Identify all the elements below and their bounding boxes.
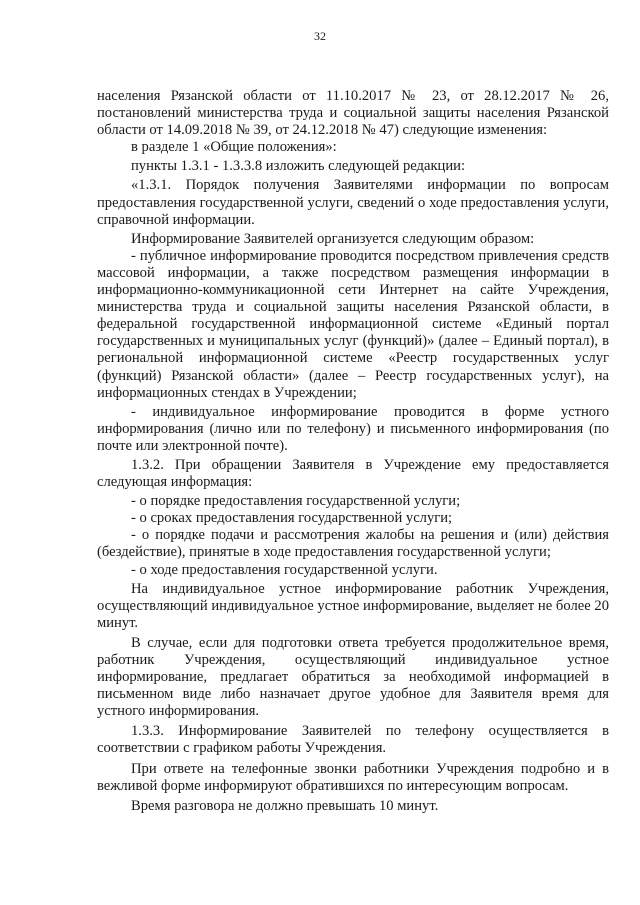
paragraph: При ответе на телефонные звонки работники Учреждения подробно и в вежливой форме информируют обратившихся по интересующим вопросам.	[97, 760, 609, 794]
document-body	[97, 88, 609, 815]
list-item: - о порядке предоставления государственной услуги;	[131, 493, 461, 510]
paragraph: населения Рязанской области от 11.10.2017 № 23, от 28.12.2017 № 26, постановлений министерства труда и социальной защиты населения Рязанской области от 14.09.2018 № 39, от 24.12.2018 № 47) следующие изменения:	[97, 88, 609, 139]
list-item: - о сроках предоставления государственной услуги;	[131, 510, 453, 527]
list-item: - о порядке подачи и рассмотрения жалобы на решения и (или) действия (бездействие), принятые в ходе предоставления государственной услуги;	[97, 527, 609, 561]
list-item: - о ходе предоставления государственной услуги.	[131, 561, 438, 578]
paragraph: 1.3.2. При обращении Заявителя в Учреждение ему предоставляется следующая информация:	[97, 456, 609, 491]
paragraph: Время разговора не должно превышать 10 минут.	[131, 797, 439, 814]
paragraph: «1.3.1. Порядок получения Заявителями информации по вопросам предоставления государственной услуги, сведений о ходе предоставления услуги, справочной информации.	[97, 177, 609, 228]
paragraph: На индивидуальное устное информирование работник Учреждения, осуществляющий индивидуальное устное информирование, выделяет не более 20 минут.	[97, 580, 609, 631]
paragraph: в разделе 1 «Общие положения»:	[131, 139, 337, 156]
paragraph: пункты 1.3.1 - 1.3.3.8 изложить следующей редакции:	[131, 158, 466, 175]
paragraph: Информирование Заявителей организуется следующим образом:	[131, 230, 535, 247]
list-item: - публичное информирование проводится посредством привлечения средств массовой информации, а также посредством размещения информации в информационно-коммуникационной сети Интернет на сайте Учреждения, министерства труда и социальной защиты населения Рязанской области, в федеральной государственной информационной системе «Единый портал государственных и муниципальных услуг (функций)» (далее – Единый портал), в региональной информационной системе «Реестр государственных услуг (функций) Рязанской области» (далее – Реестр государственных услуг), на информационных стендах в Учреждении;	[97, 247, 609, 401]
paragraph: В случае, если для подготовки ответа требуется продолжительное время, работник Учреждения, осуществляющий индивидуальное устное информирование, предлагает обратиться за необходимой информацией в письменном виде либо назначает другое удобное для Заявителя время для устного информирования.	[97, 634, 609, 720]
paragraph: 1.3.3. Информирование Заявителей по телефону осуществляется в соответствии с графиком работы Учреждения.	[97, 723, 609, 757]
page-number: 32	[314, 29, 326, 43]
list-item: - индивидуальное информирование проводится в форме устного информирования (лично или по телефону) и письменного информирования (по почте или электронной почте).	[97, 403, 609, 454]
